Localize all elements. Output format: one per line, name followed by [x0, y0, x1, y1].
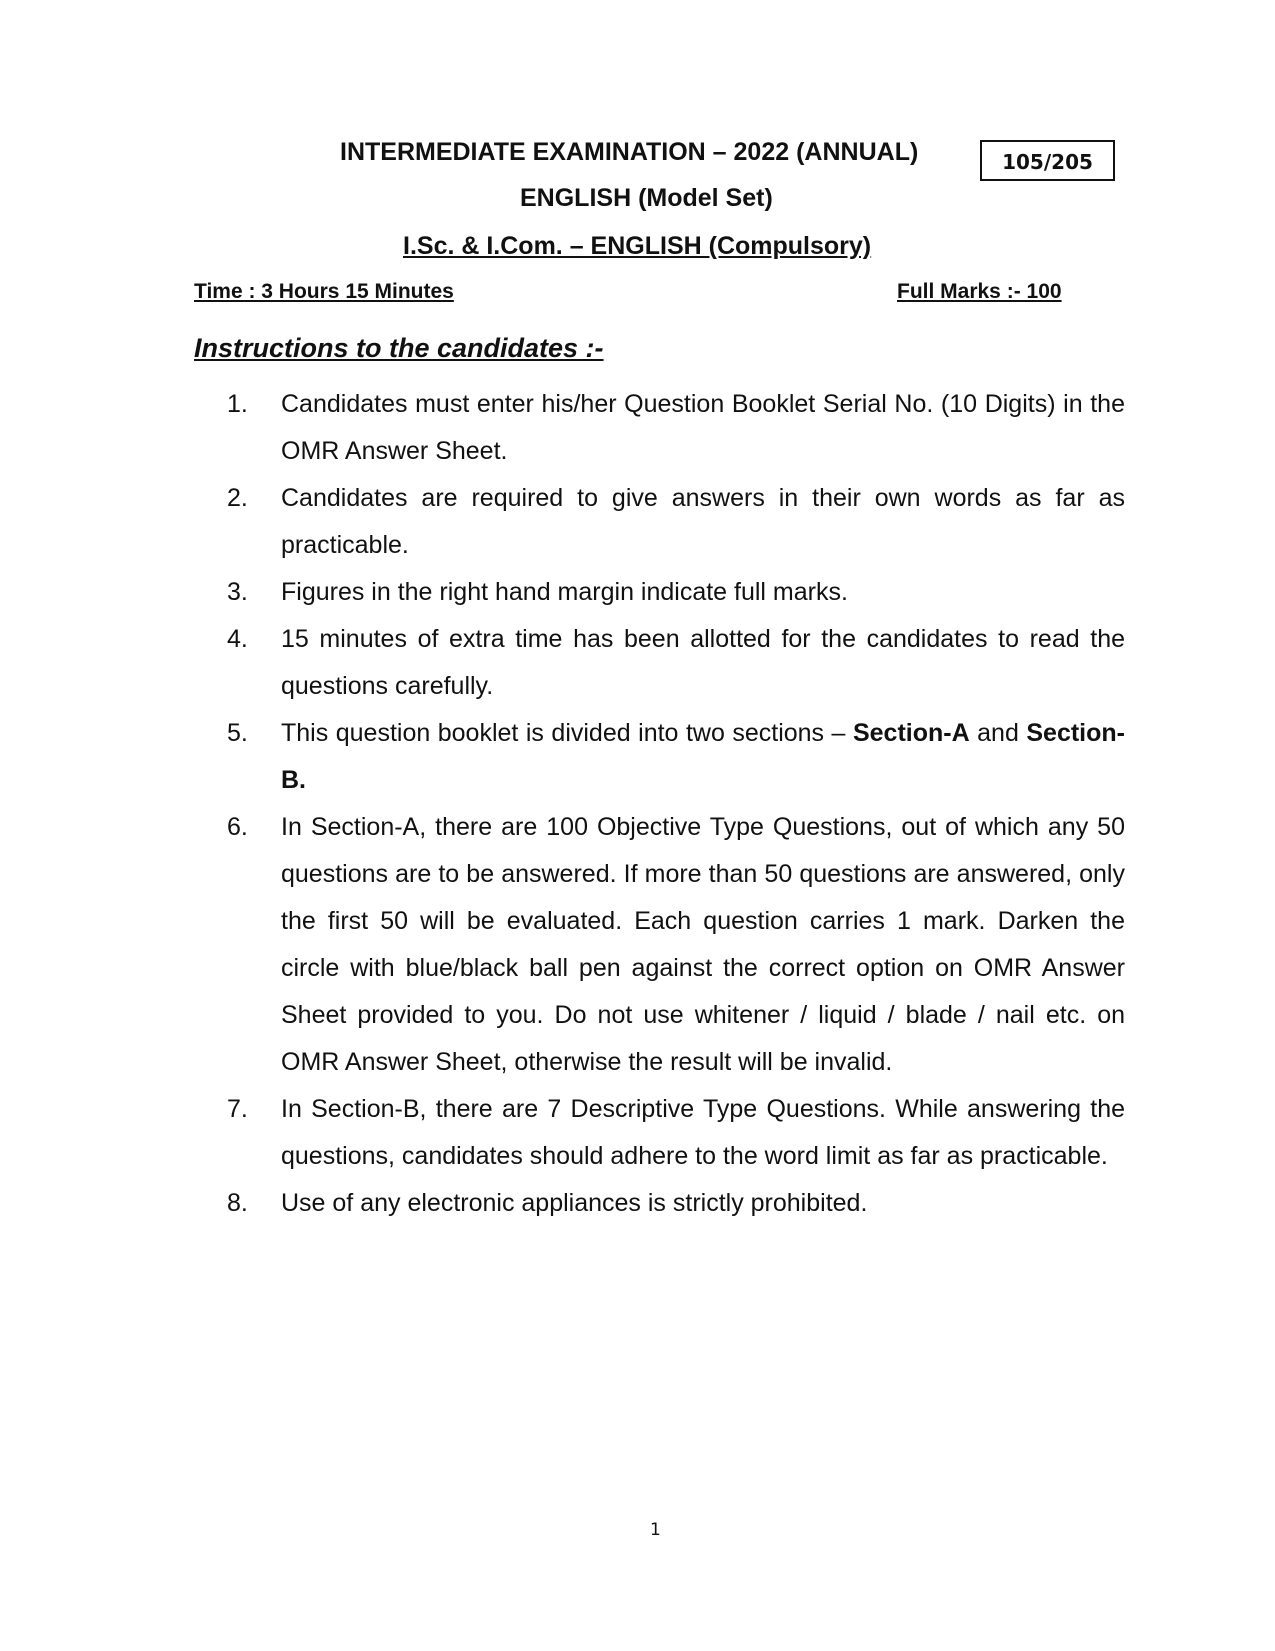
page-number: 1	[650, 1520, 661, 1540]
item-text: Use of any electronic appliances is strictly prohibited.	[281, 1189, 868, 1217]
section-a-label: Section-A	[852, 719, 970, 747]
instruction-list	[227, 381, 1125, 1227]
paper-title: I.Sc. & I.Com. – ENGLISH (Compulsory)	[403, 232, 872, 260]
item-text: Candidates must enter his/her Question Booklet Serial No. (10 Digits) in the OMR Answer Sheet.	[281, 390, 1125, 465]
item-text: In Section-A, there are 100 Objective Type Questions, out of which any 50 questions are to be answered. If more than 50 questions are answered, only the first 50 will be evaluated. Each question carries 1 mark. Darken the circle with blue/black ball pen against the correct option on OMR Answer Sheet provided to you. Do not use whitener / liquid / blade / nail etc. on OMR Answer Sheet, otherwise the result will be invalid.	[281, 813, 1125, 1076]
instruction-item	[227, 475, 1125, 569]
instructions-heading: Instructions to the candidates :-	[194, 333, 604, 363]
item-text: Figures in the right hand margin indicate full marks.	[281, 578, 848, 606]
item-text: Candidates are required to give answers in their own words as far as practicable.	[281, 484, 1125, 559]
item-number: 2.	[227, 484, 248, 512]
item-number: 5.	[227, 719, 248, 747]
time-allowed: Time : 3 Hours 15 Minutes	[194, 280, 454, 303]
item-number: 7.	[227, 1095, 248, 1123]
instruction-item	[227, 569, 1125, 616]
item-text	[281, 710, 1125, 804]
paper-code-box: 105/205	[980, 140, 1115, 181]
exam-title: INTERMEDIATE EXAMINATION – 2022 (ANNUAL)	[340, 138, 919, 166]
instruction-item	[227, 616, 1125, 710]
item-text-part: This question booklet is divided into two sections –	[281, 719, 853, 747]
instruction-item	[227, 1086, 1125, 1180]
item-number: 4.	[227, 625, 248, 653]
item-number: 8.	[227, 1189, 248, 1217]
full-marks: Full Marks :- 100	[897, 280, 1062, 303]
item-text-part: and	[969, 719, 1027, 747]
subject-title: ENGLISH (Model Set)	[520, 184, 773, 212]
instruction-item	[227, 804, 1125, 1086]
item-text: In Section-B, there are 7 Descriptive Type Questions. While answering the questions, candidates should adhere to the word limit as far as practicable.	[281, 1095, 1125, 1170]
item-number: 1.	[227, 390, 248, 418]
instruction-item	[227, 381, 1125, 475]
instruction-item	[227, 1180, 1125, 1227]
item-text: 15 minutes of extra time has been allotted for the candidates to read the questions carefully.	[281, 625, 1125, 700]
item-number: 3.	[227, 578, 248, 606]
instruction-item	[227, 710, 1125, 804]
section-b-label: Section-B.	[281, 719, 1125, 794]
item-number: 6.	[227, 813, 248, 841]
